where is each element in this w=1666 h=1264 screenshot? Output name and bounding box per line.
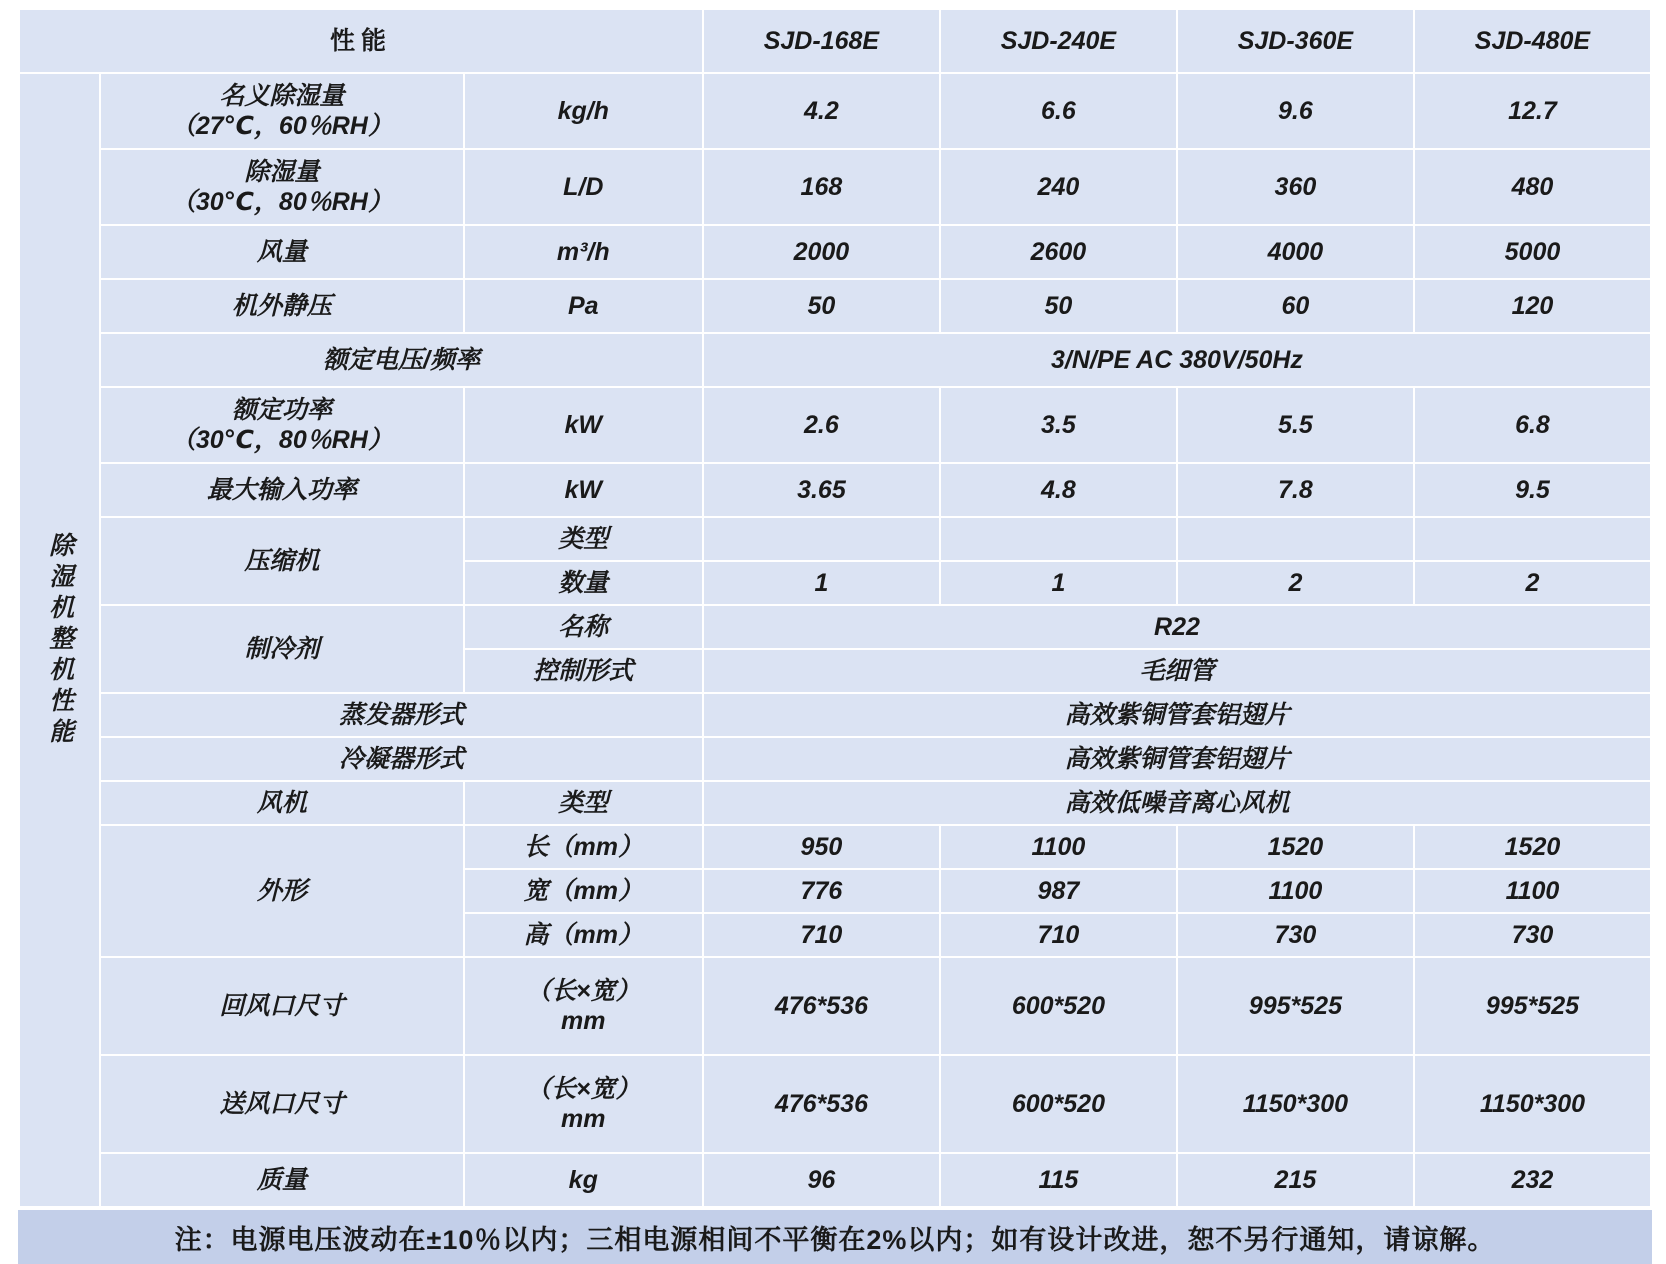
row-label-refrigerant: 制冷剂 [101,606,463,692]
cell-return-air-360: 995*525 [1178,958,1413,1054]
row-label-condenser: 冷凝器形式 [101,738,702,780]
row-unit-weight: kg [465,1154,702,1206]
table-header-row [20,10,1650,72]
row-label-voltage: 额定电压/频率 [101,334,702,386]
row-sublabel-fan-type: 类型 [465,782,702,824]
cell-height-168: 710 [704,914,939,956]
cell-length-240: 1100 [941,826,1176,868]
cell-width-168: 776 [704,870,939,912]
side-label: 除湿机整机性能 [20,74,99,1206]
cell-rated-power-480: 6.8 [1415,388,1650,462]
cell-compressor-qty-240: 1 [941,562,1176,604]
table-row [20,958,1650,1054]
table-row [20,518,1650,560]
cell-supply-air-240: 600*520 [941,1056,1176,1152]
row-sublabel-refrigerant-control: 控制形式 [465,650,702,692]
cell-dehum-480: 480 [1415,150,1650,224]
row-sublabel-refrigerant-name: 名称 [465,606,702,648]
cell-weight-168: 96 [704,1154,939,1206]
row-label-return-air: 回风口尺寸 [101,958,463,1054]
cell-static-pressure-480: 120 [1415,280,1650,332]
row-unit-nominal-dehum: kg/h [465,74,702,148]
row-label-rated-power: 额定功率 （30℃，80％RH） [101,388,463,462]
table-row [20,738,1650,780]
row-label-max-power: 最大输入功率 [101,464,463,516]
cell-rated-power-240: 3.5 [941,388,1176,462]
header-model-2: SJD-240E [941,10,1176,72]
cell-max-power-240: 4.8 [941,464,1176,516]
cell-dehum-168: 168 [704,150,939,224]
cell-supply-air-480: 1150*300 [1415,1056,1650,1152]
cell-static-pressure-240: 50 [941,280,1176,332]
row-unit-static-pressure: Pa [465,280,702,332]
table-row [20,74,1650,148]
cell-height-360: 730 [1178,914,1413,956]
row-unit-air-volume: m³/h [465,226,702,278]
cell-compressor-qty-480: 2 [1415,562,1650,604]
row-label-dehum: 除湿量 （30℃，80％RH） [101,150,463,224]
table-row [20,226,1650,278]
cell-compressor-qty-360: 2 [1178,562,1413,604]
row-label-weight: 质量 [101,1154,463,1206]
cell-evaporator-value: 高效紫铜管套铝翅片 [704,694,1650,736]
cell-weight-480: 232 [1415,1154,1650,1206]
specification-table [18,8,1652,1208]
row-sublabel-length: 长（mm） [465,826,702,868]
table-row [20,150,1650,224]
cell-refrigerant-control-value: 毛细管 [704,650,1650,692]
row-label-fan: 风机 [101,782,463,824]
cell-air-volume-168: 2000 [704,226,939,278]
cell-compressor-type-240 [941,518,1176,560]
header-performance: 性能 [20,10,702,72]
cell-compressor-qty-168: 1 [704,562,939,604]
table-row [20,388,1650,462]
row-label-static-pressure: 机外静压 [101,280,463,332]
table-row [20,1056,1650,1152]
cell-compressor-type-480 [1415,518,1650,560]
cell-compressor-type-168 [704,518,939,560]
table-row [20,334,1650,386]
cell-dehum-240: 240 [941,150,1176,224]
cell-condenser-value: 高效紫铜管套铝翅片 [704,738,1650,780]
cell-width-480: 1100 [1415,870,1650,912]
row-sublabel-compressor-qty: 数量 [465,562,702,604]
cell-compressor-type-360 [1178,518,1413,560]
cell-refrigerant-name-value: R22 [704,606,1650,648]
cell-return-air-240: 600*520 [941,958,1176,1054]
row-label-supply-air: 送风口尺寸 [101,1056,463,1152]
cell-nominal-dehum-168: 4.2 [704,74,939,148]
cell-air-volume-240: 2600 [941,226,1176,278]
cell-voltage-value: 3/N/PE AC 380V/50Hz [704,334,1650,386]
row-label-evaporator: 蒸发器形式 [101,694,702,736]
header-model-3: SJD-360E [1178,10,1413,72]
cell-height-480: 730 [1415,914,1650,956]
row-label-compressor: 压缩机 [101,518,463,604]
table-row [20,1154,1650,1206]
cell-dehum-360: 360 [1178,150,1413,224]
row-unit-dehum: L/D [465,150,702,224]
table-row [20,782,1650,824]
row-sublabel-compressor-type: 类型 [465,518,702,560]
cell-nominal-dehum-480: 12.7 [1415,74,1650,148]
row-sublabel-height: 高（mm） [465,914,702,956]
table-note: 注：电源电压波动在±10％以内；三相电源相间不平衡在2%以内；如有设计改进，恕不另行通知，请谅解。 [18,1210,1652,1264]
cell-width-360: 1100 [1178,870,1413,912]
header-model-4: SJD-480E [1415,10,1650,72]
table-row [20,606,1650,648]
cell-static-pressure-168: 50 [704,280,939,332]
row-label-air-volume: 风量 [101,226,463,278]
row-unit-max-power: kW [465,464,702,516]
table-row [20,464,1650,516]
row-sublabel-width: 宽（mm） [465,870,702,912]
cell-supply-air-360: 1150*300 [1178,1056,1413,1152]
cell-length-168: 950 [704,826,939,868]
cell-weight-240: 115 [941,1154,1176,1206]
row-unit-rated-power: kW [465,388,702,462]
cell-weight-360: 215 [1178,1154,1413,1206]
row-label-dimensions: 外形 [101,826,463,956]
cell-nominal-dehum-240: 6.6 [941,74,1176,148]
cell-rated-power-360: 5.5 [1178,388,1413,462]
cell-rated-power-168: 2.6 [704,388,939,462]
cell-return-air-480: 995*525 [1415,958,1650,1054]
cell-nominal-dehum-360: 9.6 [1178,74,1413,148]
cell-return-air-168: 476*536 [704,958,939,1054]
cell-max-power-480: 9.5 [1415,464,1650,516]
table-row [20,826,1650,868]
cell-max-power-168: 3.65 [704,464,939,516]
row-unit-return-air: （长×宽） mm [465,958,702,1054]
cell-air-volume-360: 4000 [1178,226,1413,278]
cell-height-240: 710 [941,914,1176,956]
cell-length-480: 1520 [1415,826,1650,868]
row-unit-supply-air: （长×宽） mm [465,1056,702,1152]
cell-air-volume-480: 5000 [1415,226,1650,278]
cell-width-240: 987 [941,870,1176,912]
cell-length-360: 1520 [1178,826,1413,868]
table-row [20,280,1650,332]
cell-max-power-360: 7.8 [1178,464,1413,516]
cell-static-pressure-360: 60 [1178,280,1413,332]
row-label-nominal-dehum: 名义除湿量 （27℃，60％RH） [101,74,463,148]
cell-supply-air-168: 476*536 [704,1056,939,1152]
header-model-1: SJD-168E [704,10,939,72]
table-row [20,694,1650,736]
cell-fan-value: 高效低噪音离心风机 [704,782,1650,824]
